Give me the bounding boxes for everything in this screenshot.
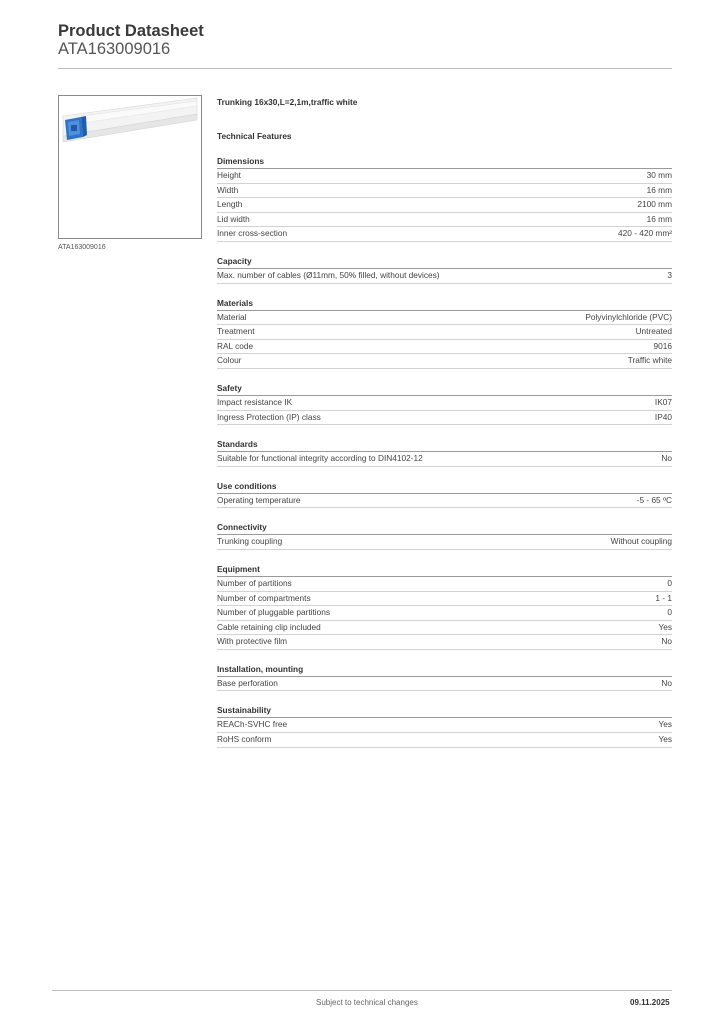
- trunking-illustration: [59, 96, 201, 238]
- spec-label: Number of compartments: [217, 592, 311, 603]
- spec-value: 1 - 1: [655, 592, 672, 603]
- spec-value: 420 - 420 mm²: [618, 228, 672, 239]
- spec-row: [217, 718, 672, 733]
- section-title: Materials: [217, 298, 672, 311]
- feature-section: [217, 705, 672, 747]
- spec-row: [217, 621, 672, 636]
- feature-section: [217, 564, 672, 650]
- spec-label: Inner cross-section: [217, 228, 288, 239]
- spec-label: Treatment: [217, 326, 255, 337]
- spec-label: Trunking coupling: [217, 536, 283, 547]
- spec-label: With protective film: [217, 636, 288, 647]
- spec-row: [217, 494, 672, 509]
- spec-value: 3: [667, 269, 672, 280]
- spec-row: [217, 311, 672, 326]
- spec-row: [217, 733, 672, 748]
- technical-features-heading: Technical Features: [217, 131, 292, 141]
- spec-label: RoHS conform: [217, 734, 272, 745]
- header-divider: [58, 68, 672, 69]
- spec-row: [217, 396, 672, 411]
- spec-row: [217, 535, 672, 550]
- section-title: Capacity: [217, 256, 672, 269]
- feature-section: [217, 383, 672, 425]
- article-number: ATA163009016: [58, 40, 171, 58]
- product-name: Trunking 16x30,L=2,1m,traffic white: [217, 97, 358, 107]
- section-title: Sustainability: [217, 705, 672, 718]
- spec-value: 9016: [653, 340, 672, 351]
- section-title: Connectivity: [217, 522, 672, 535]
- spec-row: [217, 184, 672, 199]
- spec-label: Colour: [217, 355, 242, 366]
- spec-label: Base perforation: [217, 677, 278, 688]
- spec-value: Polyvinylchloride (PVC): [585, 311, 672, 322]
- spec-label: RAL code: [217, 340, 254, 351]
- spec-value: No: [661, 636, 672, 647]
- spec-row: [217, 169, 672, 184]
- feature-section: [217, 522, 672, 550]
- spec-value: 0: [667, 577, 672, 588]
- spec-row: [217, 227, 672, 242]
- spec-value: Traffic white: [627, 355, 672, 366]
- spec-value: No: [661, 453, 672, 464]
- spec-label: Width: [217, 184, 239, 195]
- spec-row: [217, 606, 672, 621]
- image-caption: ATA163009016: [58, 244, 106, 251]
- spec-value: Untreated: [635, 326, 672, 337]
- spec-label: Operating temperature: [217, 494, 301, 505]
- feature-section: [217, 256, 672, 284]
- datasheet-content: [217, 96, 672, 748]
- spec-row: [217, 635, 672, 650]
- section-title: Standards: [217, 439, 672, 452]
- section-title: Safety: [217, 383, 672, 396]
- spec-row: [217, 213, 672, 228]
- spec-value: 0: [667, 607, 672, 618]
- feature-section: [217, 481, 672, 509]
- section-title: Dimensions: [217, 156, 672, 169]
- page-header: [58, 22, 204, 58]
- spec-value: -5 - 65 ºC: [636, 494, 672, 505]
- section-title: Installation, mounting: [217, 664, 672, 677]
- section-title: Use conditions: [217, 481, 672, 494]
- spec-row: [217, 411, 672, 426]
- spec-value: 30 mm: [646, 170, 672, 180]
- feature-section: [217, 298, 672, 369]
- spec-label: Impact resistance IK: [217, 396, 293, 407]
- spec-value: Yes: [658, 734, 672, 745]
- feature-section: [217, 439, 672, 467]
- spec-label: Suitable for functional integrity according to DIN4102-12: [217, 453, 423, 464]
- spec-row: [217, 452, 672, 467]
- spec-value: 16 mm: [646, 184, 672, 195]
- footer-date: 09.11.2025: [630, 998, 670, 1007]
- spec-label: Number of partitions: [217, 577, 292, 588]
- spec-label: Number of pluggable partitions: [217, 607, 330, 618]
- section-title: Equipment: [217, 564, 672, 577]
- spec-label: Max. number of cables (Ø11mm, 50% filled, without devices): [217, 269, 440, 280]
- spec-value: 16 mm: [646, 213, 672, 224]
- footer-divider: [52, 990, 672, 991]
- spec-value: IP40: [654, 411, 672, 422]
- spec-label: Length: [217, 199, 243, 210]
- spec-label: Lid width: [217, 213, 250, 224]
- spec-label: Height: [217, 170, 241, 180]
- footer-note: Subject to technical changes: [316, 998, 418, 1007]
- spec-label: Material: [217, 311, 247, 322]
- spec-value: No: [661, 677, 672, 688]
- spec-row: [217, 677, 672, 692]
- spec-row: [217, 340, 672, 355]
- feature-section: [217, 664, 672, 692]
- spec-row: [217, 198, 672, 213]
- spec-value: 2100 mm: [637, 199, 672, 210]
- page-title: Product Datasheet: [58, 22, 204, 40]
- spec-label: Cable retaining clip included: [217, 621, 321, 632]
- spec-value: Without coupling: [610, 536, 672, 547]
- feature-section: [217, 156, 672, 242]
- spec-label: REACh-SVHC free: [217, 719, 288, 730]
- spec-value: Yes: [658, 621, 672, 632]
- spec-row: [217, 592, 672, 607]
- spec-label: Ingress Protection (IP) class: [217, 411, 321, 422]
- spec-value: IK07: [654, 396, 672, 407]
- spec-row: [217, 354, 672, 369]
- spec-row: [217, 577, 672, 592]
- spec-value: Yes: [658, 719, 672, 730]
- feature-sections: [217, 156, 672, 748]
- spec-row: [217, 269, 672, 284]
- spec-row: [217, 325, 672, 340]
- product-image: [58, 95, 202, 239]
